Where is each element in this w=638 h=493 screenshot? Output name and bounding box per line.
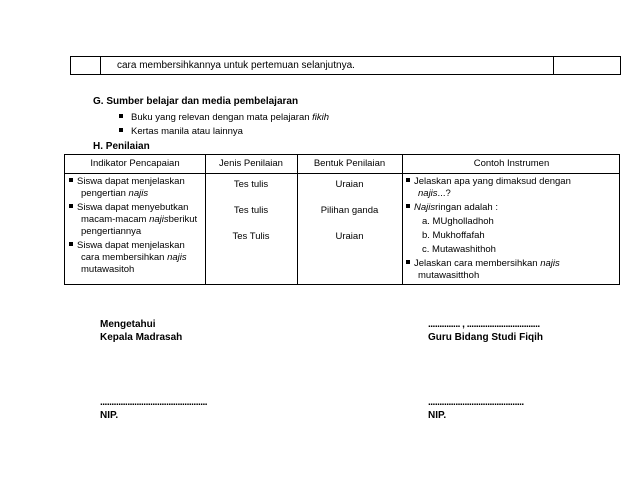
indicator-text: Siswa dapat menjelaskan [77,176,185,187]
resource-item [119,126,243,137]
header-indikator: Indikator Pencapaian [90,158,180,169]
list-item-cont: pengertiannya [81,226,142,237]
place-date-line: .............. , ................................ [428,319,540,330]
assessment-table [64,154,620,285]
option-item: a. MUgholladhoh [422,216,494,227]
section-g-heading: G. Sumber belajar dan media pembelajaran [93,96,299,107]
continuation-table-row [70,56,621,75]
signature-role: Guru Bidang Studi Fiqih [428,332,543,343]
list-item [69,176,203,188]
indicator-italic: najis [149,214,169,225]
resource-italic: fikih [312,112,330,123]
instrument-italic: Najis [414,202,436,213]
instrument-italic: najis [540,258,560,269]
column-divider [205,155,206,284]
list-item-cont [406,188,618,200]
name-line: .......................................... [428,397,524,408]
instrument-text: ringan adalah : [435,202,498,213]
signature-right [428,318,543,344]
bullet-icon [69,178,73,182]
column-divider [297,155,298,284]
indicator-italic: najis [128,188,149,199]
empty-cell [553,57,620,74]
signature-left [100,318,182,344]
bullet-icon [119,114,123,118]
list-item-cont [69,252,203,264]
list-item [406,258,618,270]
instrument-italic: najis [418,188,438,199]
section-h-heading: H. Penilaian [93,141,150,152]
bullet-icon [406,178,410,182]
nip-label: NIP. [428,410,447,421]
list-item [69,240,203,252]
bullet-icon [119,128,123,132]
empty-cell [71,57,101,74]
option-item: b. Mukhoffafah [422,230,485,241]
indicator-text: Siswa dapat menjelaskan [77,240,185,251]
signature-label: Mengetahui [100,319,156,330]
resource-text: Buku yang relevan dengan mata pelajaran [131,112,310,123]
instrument-text: Jelaskan apa yang dimaksud dengan [414,176,571,187]
instrument-text: Jelaskan cara membersihkan [414,258,541,269]
indicator-text: cara membersihkan [81,252,168,263]
jenis-value: Tes Tulis [232,231,270,242]
list-item-cont: mutawasitthoh [418,270,480,281]
resource-item [119,112,329,123]
jenis-value: Tes tulis [233,179,269,190]
signature-left-name [100,396,207,422]
bentuk-value: Pilihan ganda [320,205,379,216]
bullet-icon [69,204,73,208]
header-bentuk: Bentuk Penilaian [313,158,386,169]
bullet-icon [406,260,410,264]
header-jenis: Jenis Penilaian [219,158,283,169]
indicator-text: Siswa dapat menyebutkan [77,202,189,213]
resource-text: Kertas manila atau lainnya [131,126,243,137]
name-line: ............................................... [100,397,208,408]
jenis-value: Tes tulis [233,205,269,216]
signature-right-name [428,396,524,422]
indicator-text: pengertian [81,188,129,199]
list-item [406,176,618,188]
nip-label: NIP. [100,410,119,421]
continuation-text: cara membersihkannya untuk pertemuan selanjutnya. [117,60,355,71]
list-item-cont: mutawasitoh [81,264,135,275]
column-divider [402,155,403,284]
bentuk-value: Uraian [335,231,364,242]
bullet-icon [406,204,410,208]
list-item-cont [69,188,203,200]
instrument-text: ...? [437,188,451,199]
instrument-list [406,176,618,282]
indicator-italic: najis [167,252,187,263]
header-instrumen: Contoh Instrumen [473,158,550,169]
indicator-list [69,176,203,276]
signature-role: Kepala Madrasah [100,332,183,343]
list-item-cont [69,214,203,226]
bullet-icon [69,242,73,246]
option-item: c. Mutawashithoh [422,244,496,255]
list-item [69,202,203,214]
bentuk-value: Uraian [335,179,364,190]
indicator-text: berikut [168,214,198,225]
indicator-text: macam-macam [81,214,150,225]
list-item [406,202,618,214]
